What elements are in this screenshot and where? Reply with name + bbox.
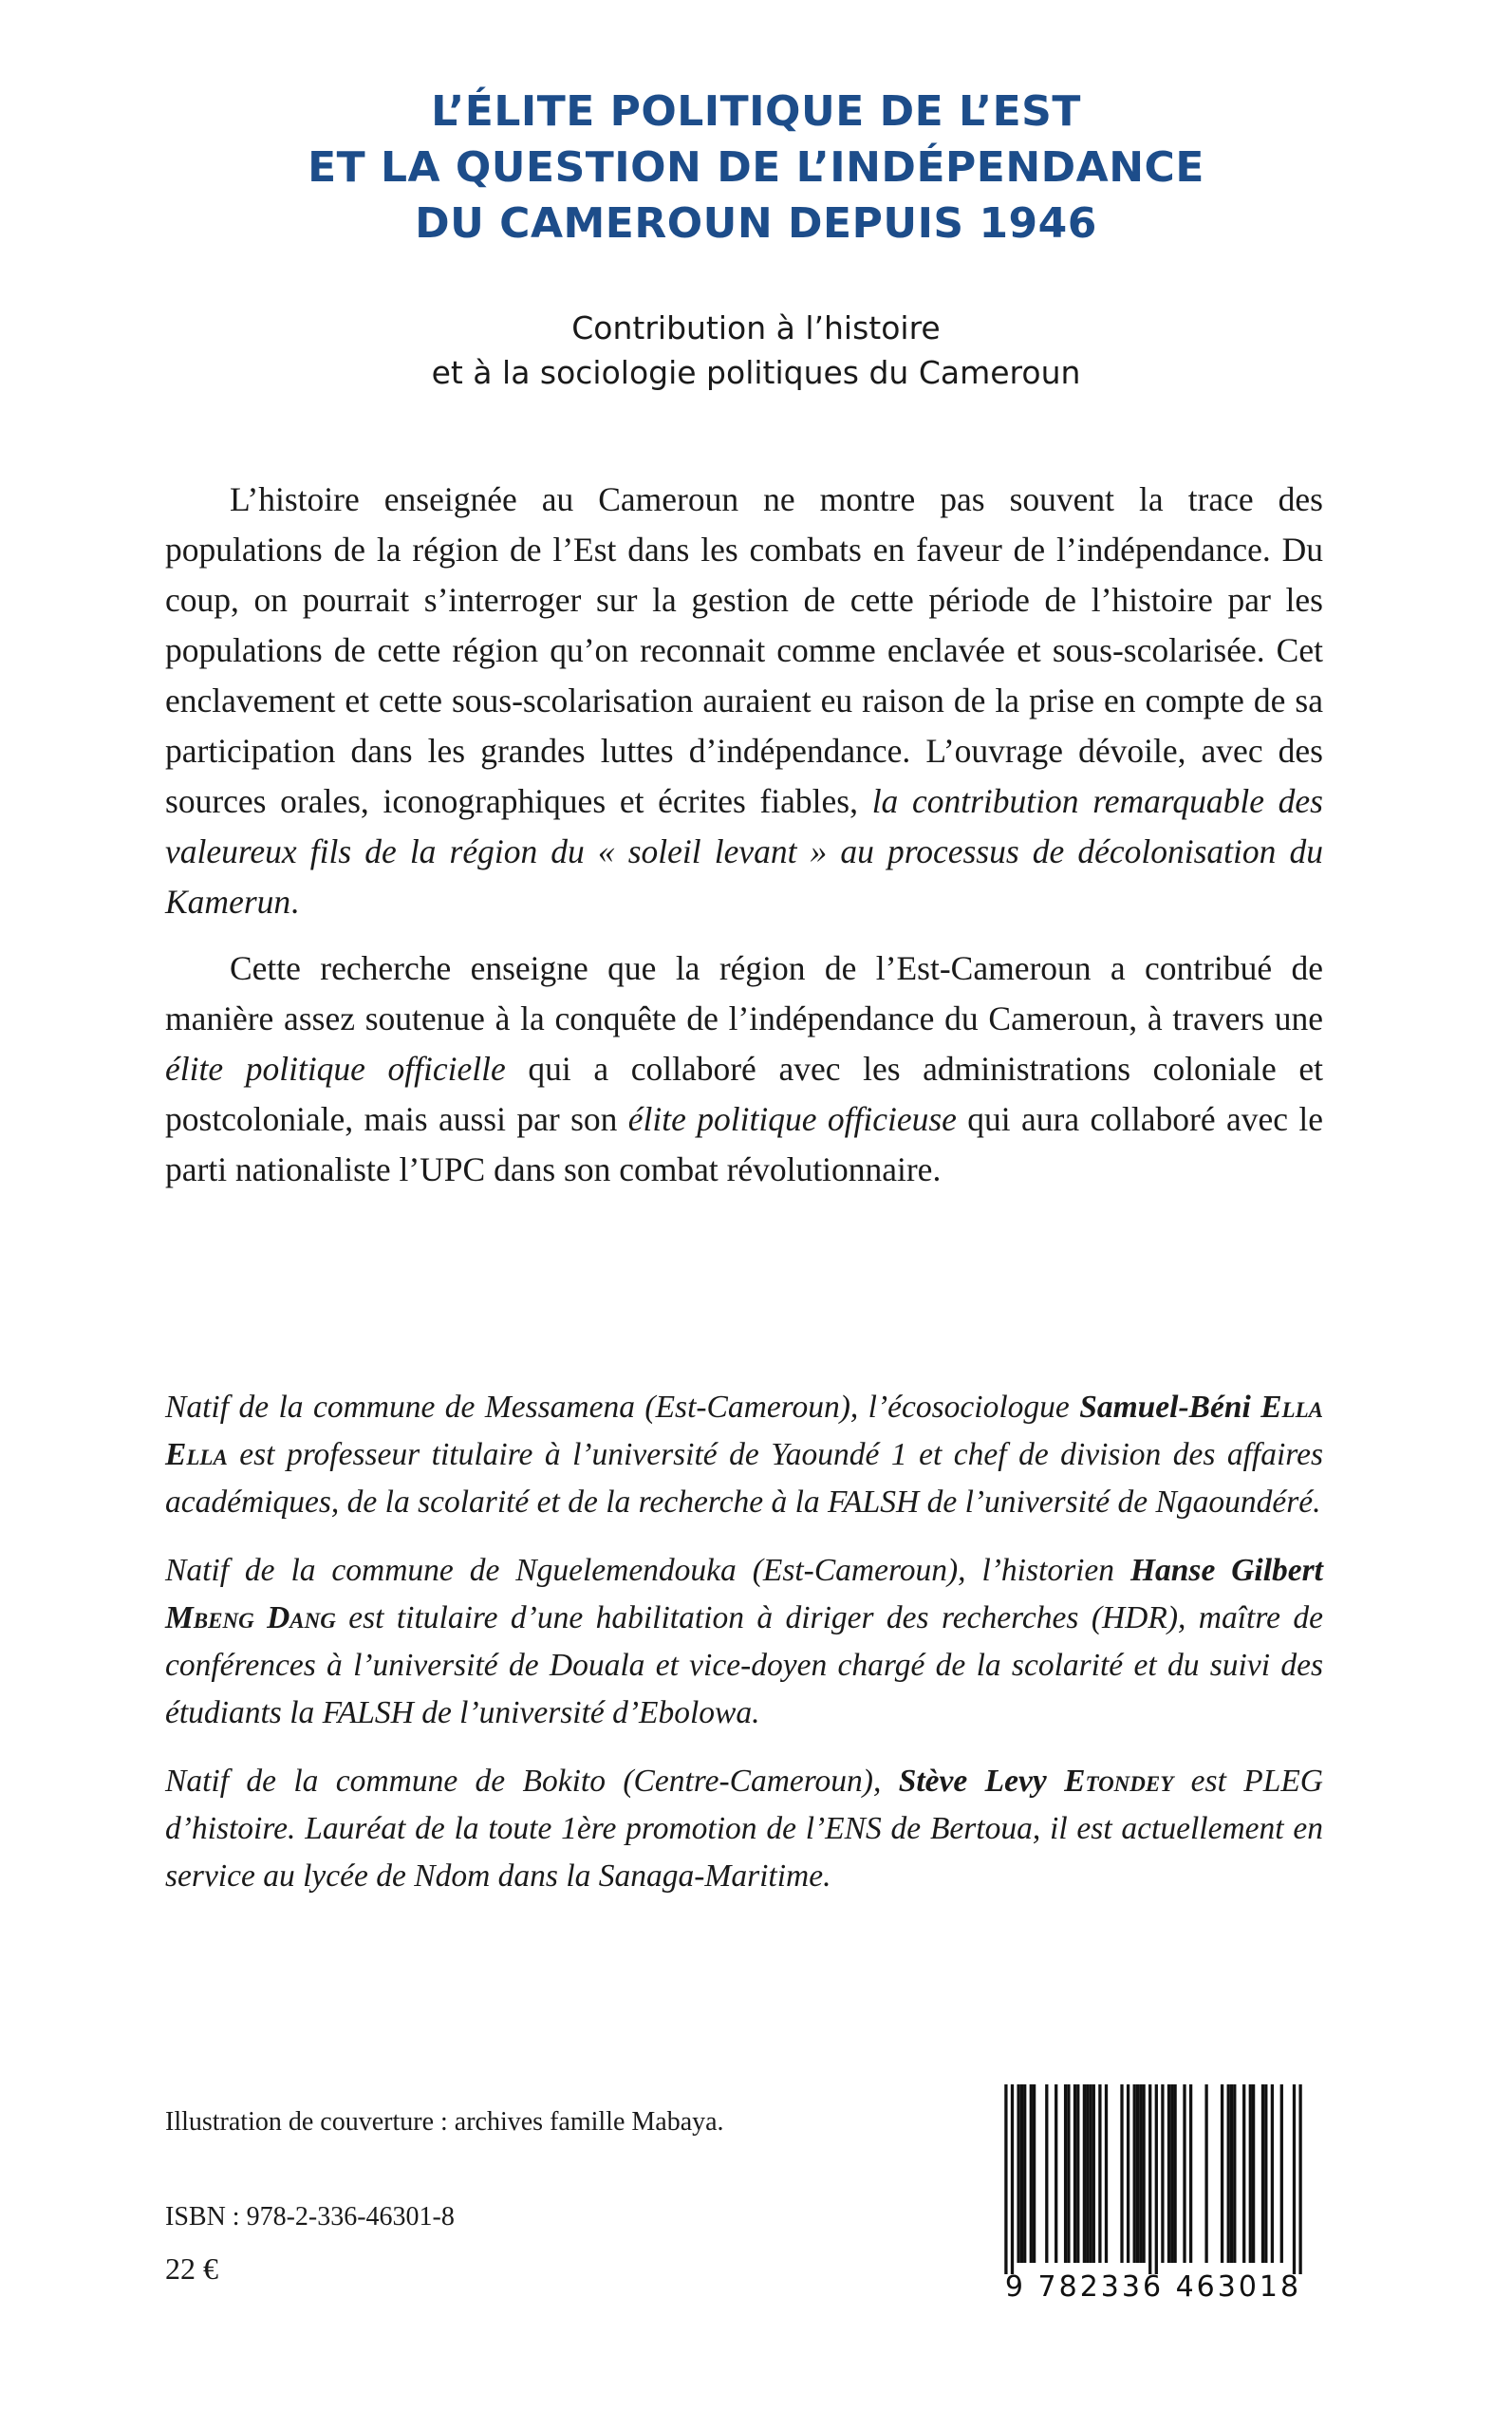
barcode-bar (1280, 2084, 1283, 2263)
title-line-3: DU CAMEROUN DEPUIS 1946 (415, 199, 1097, 248)
subtitle-line-1: Contribution à l’histoire (571, 309, 941, 346)
barcode-bar (1076, 2084, 1079, 2263)
summary-text (165, 475, 1323, 1211)
barcode-bar (1221, 2084, 1223, 2263)
book-subtitle (0, 306, 1512, 395)
barcode-bar (1170, 2084, 1173, 2263)
cover-illustration-credit: Illustration de couverture : archives famille Mabaya. (165, 2107, 724, 2137)
subtitle-line-2: et à la sociologie politiques du Cameroun (431, 354, 1081, 391)
barcode-bar (1183, 2084, 1185, 2263)
author-name-2: Hanse Gilbert (1129, 1553, 1323, 1588)
barcode-bar (1030, 2084, 1033, 2263)
barcode-bar (1064, 2084, 1067, 2263)
isbn: ISBN : 978-2-336-46301-8 (165, 2202, 455, 2232)
summary-paragraph-1: L’histoire enseignée au Cameroun ne montre pas souvent la trace des populations de la région de l’Est dans les combats en faveur de l’indépendance. Du coup, on pourrait s’interroger sur la gestion de cette période de l’histoire par les populations de cette région qu’on reconnait comme enclavée et sous-scolarisée. Cet enclavement et cette sous-scolarisation auraient eu raison de la prise en compte de sa participation dans les grandes luttes d’indépendance. L’ouvrage dévoile, avec des sources orales, iconographiques et écrites fiables, la contribution remarquable des valeureux fils de la région du « soleil levant » au processus de décolonisation du Kamerun. (165, 480, 1323, 921)
barcode-bar (1045, 2084, 1048, 2263)
barcode-bar (1073, 2084, 1076, 2263)
price: 22 € (165, 2251, 218, 2286)
barcode-bar (1033, 2084, 1036, 2263)
author-bios (165, 1384, 1323, 1921)
summary-paragraph-2: Cette recherche enseigne que la région de l’Est-Cameroun a contribué de manière assez soutenue à la conquête de l’indépendance du Cameroun, à travers une élite politique officielle qui a collaboré avec les administrations coloniale et postcoloniale, mais aussi par son élite politique officieuse qui aura collaboré avec le parti nationaliste l’UPC dans son combat révolutionnaire. (165, 949, 1324, 1188)
author-surname-3: Etondey (1064, 1764, 1174, 1799)
author-bio-2: Natif de la commune de Nguelemendouka (Est-Cameroun), l’historien Hanse Gilbert Mbeng Dang est titulaire d’une habilitation à diriger des recherches (HDR), maître de conférences à l’université de Douala et vice-doyen chargé de la scolarité et du suivi des étudiants la FALSH de l’université d’Ebolowa. (165, 1553, 1323, 1730)
author-name-1: Samuel-Béni (1079, 1390, 1251, 1425)
barcode-bar (1004, 2084, 1007, 2274)
barcode-bar (1298, 2084, 1301, 2274)
barcode-bar (1249, 2084, 1252, 2263)
barcode-bar (1086, 2084, 1089, 2263)
barcode-bar (1148, 2084, 1151, 2274)
barcode-bar (1252, 2084, 1255, 2263)
barcode-bar (1204, 2084, 1207, 2263)
barcode-bar (1161, 2084, 1164, 2263)
title-line-2: ET LA QUESTION DE L’INDÉPENDANCE (308, 143, 1204, 192)
barcode-bar (1227, 2084, 1230, 2263)
barcode-digits: 9 782336 463018 (1004, 2270, 1302, 2304)
barcode-bar (1173, 2084, 1176, 2263)
title-line-1: L’ÉLITE POLITIQUE DE L’EST (431, 87, 1081, 136)
barcode-bar (1264, 2084, 1267, 2263)
author-bio-1: Natif de la commune de Messamena (Est-Cameroun), l’écosociologue Samuel-Béni Ella Ella est professeur titulaire à l’université de Yaoundé 1 et chef de division des affaires académiques, de la scolarité et de la recherche à la FALSH de l’université de Ngaoundéré. (165, 1390, 1323, 1520)
barcode-bar (1133, 2084, 1136, 2263)
barcode-bar (1155, 2084, 1158, 2274)
barcode-bar (1167, 2084, 1170, 2263)
barcode-bar (1017, 2084, 1019, 2263)
barcode-bar (1105, 2084, 1108, 2263)
barcode-bar (1023, 2084, 1026, 2263)
barcode-bar (1233, 2084, 1236, 2263)
barcode-bar (1293, 2084, 1296, 2274)
barcode-bar (1098, 2084, 1101, 2263)
barcode-bar (1067, 2084, 1070, 2263)
barcode-bar (1089, 2084, 1092, 2263)
author-bio-3: Natif de la commune de Bokito (Centre-Cameroun), Stève Levy Etondey est PLEG d’histoire. Lauréat de la toute 1ère promotion de l’ENS de Bertoua, il est actuellement en service au lycée de Ndom dans la Sanaga-Maritime. (165, 1764, 1324, 1894)
barcode-bar (1139, 2084, 1142, 2263)
barcode-bars (983, 2084, 1323, 2274)
barcode-bar (1055, 2084, 1057, 2263)
barcode-bar (1120, 2084, 1123, 2263)
barcode-bar (1189, 2084, 1192, 2263)
barcode-bar (1136, 2084, 1139, 2263)
book-title (0, 84, 1512, 252)
barcode-bar (1020, 2084, 1023, 2263)
author-surname-2: Mbeng Dang (165, 1600, 336, 1635)
barcode-bar (1083, 2084, 1086, 2263)
barcode-bar (1011, 2084, 1014, 2274)
barcode-bar (1142, 2084, 1145, 2263)
barcode-bar (1242, 2084, 1245, 2263)
barcode-bar (1092, 2084, 1095, 2263)
barcode (983, 2084, 1323, 2312)
barcode-bar (1271, 2084, 1274, 2263)
barcode-bar (1230, 2084, 1233, 2263)
author-surname-1: Ella Ella (165, 1390, 1323, 1472)
barcode-bar (1127, 2084, 1129, 2263)
author-name-3: Stève Levy (898, 1764, 1047, 1799)
barcode-bar (1261, 2084, 1264, 2263)
